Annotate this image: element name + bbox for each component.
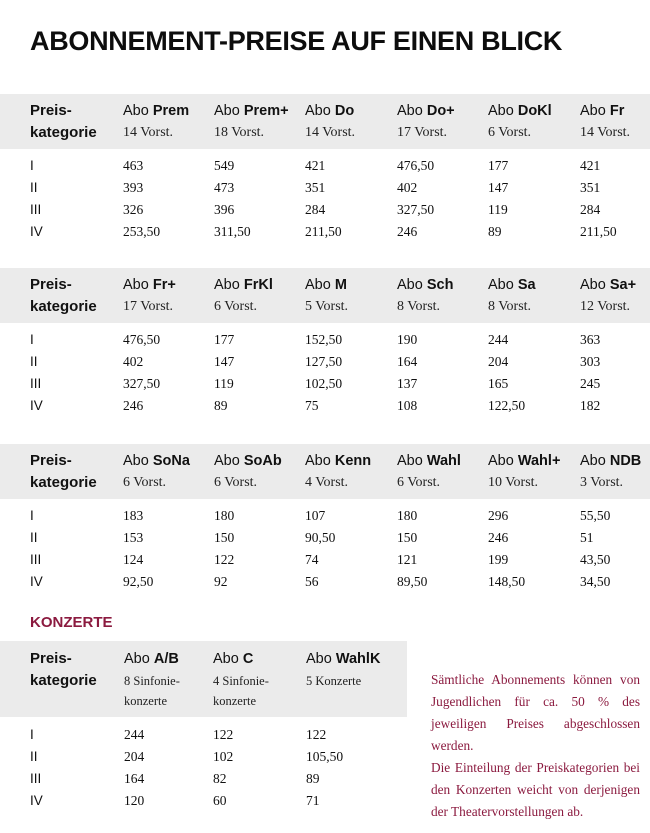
- price-cell: 122: [214, 552, 235, 567]
- price-cell: 122: [213, 727, 234, 742]
- column-header: Abo Wahl+: [488, 453, 561, 469]
- category-label: I: [30, 727, 34, 742]
- column-header: Abo WahlK: [306, 651, 381, 667]
- abo-code: Wahl+: [517, 453, 561, 469]
- column-header: Abo Do: [305, 103, 355, 119]
- price-cell: 211,50: [305, 224, 342, 239]
- category-label: II: [30, 530, 38, 545]
- price-cell: 102,50: [305, 376, 343, 391]
- abo-code: Sch: [426, 277, 454, 293]
- note-paragraph: Die Einteilung der Preiskategorien bei den Konzerten weicht von derjenigen der Theatervorstellungen ab.: [431, 760, 640, 819]
- price-cell: 164: [124, 771, 145, 786]
- price-cell: 311,50: [214, 224, 251, 239]
- column-subtitle: 4 Vorst.: [305, 475, 349, 490]
- column-header: Abo SoNa: [123, 453, 190, 469]
- price-cell: 421: [580, 158, 601, 173]
- price-cell: 351: [305, 180, 326, 195]
- abo-code: DoKl: [517, 103, 552, 119]
- category-label: I: [30, 158, 34, 173]
- category-label: IV: [30, 793, 43, 808]
- price-cell: 199: [488, 552, 509, 567]
- column-subtitle: 5 Konzerte: [306, 674, 362, 688]
- price-cell: 402: [123, 354, 144, 369]
- category-label: IV: [30, 224, 43, 239]
- column-header: Abo DoKl: [488, 103, 552, 119]
- category-label: III: [30, 376, 42, 391]
- column-header: Abo FrKl: [214, 277, 273, 293]
- price-cell: 82: [213, 771, 227, 786]
- price-cell: 363: [580, 332, 601, 347]
- column-subtitle: 14 Vorst.: [305, 125, 356, 140]
- price-cell: 51: [580, 530, 594, 545]
- column-header: Abo SoAb: [214, 453, 282, 469]
- price-cell: 75: [305, 398, 319, 413]
- price-cell: 393: [123, 180, 144, 195]
- price-cell: 284: [305, 202, 326, 217]
- price-cell: 34,50: [580, 574, 611, 589]
- abo-code: NDB: [609, 453, 642, 469]
- price-cell: 190: [397, 332, 418, 347]
- abo-code: Fr+: [152, 277, 176, 293]
- price-cell: 150: [397, 530, 418, 545]
- column-header: Abo Prem: [123, 103, 190, 119]
- category-header: Preis- kategorie: [30, 102, 97, 141]
- price-cell: 246: [123, 398, 144, 413]
- price-cell: 127,50: [305, 354, 343, 369]
- price-cell: 137: [397, 376, 418, 391]
- abo-code: Kenn: [334, 453, 372, 469]
- price-cell: 164: [397, 354, 418, 369]
- price-cell: 147: [214, 354, 235, 369]
- abo-code: Do+: [426, 103, 455, 119]
- category-label: II: [30, 749, 38, 764]
- price-cell: 107: [305, 508, 326, 523]
- price-cell: 152,50: [305, 332, 343, 347]
- abo-code: Wahl: [426, 453, 461, 469]
- column-subtitle: 12 Vorst.: [580, 299, 631, 314]
- price-cell: 402: [397, 180, 418, 195]
- category-header: Preis- kategorie: [30, 276, 97, 315]
- price-cell: 177: [488, 158, 509, 173]
- price-cell: 244: [124, 727, 145, 742]
- price-cell: 296: [488, 508, 509, 523]
- column-header: Abo Sa+: [580, 277, 637, 293]
- price-cell: 90,50: [305, 530, 336, 545]
- price-cell: 180: [214, 508, 235, 523]
- price-cell: 89,50: [397, 574, 428, 589]
- column-header: Abo Wahl: [397, 453, 461, 469]
- category-label: III: [30, 202, 42, 217]
- price-cell: 89: [306, 771, 320, 786]
- price-cell: 284: [580, 202, 601, 217]
- column-subtitle: 6 Vorst.: [123, 475, 167, 490]
- price-cell: 326: [123, 202, 144, 217]
- price-cell: 122: [306, 727, 327, 742]
- price-cell: 105,50: [306, 749, 344, 764]
- abo-code: A/B: [153, 651, 179, 667]
- column-subtitle: 8 Sinfonie- konzerte: [124, 674, 180, 708]
- abo-code: M: [334, 277, 347, 293]
- price-cell: 92,50: [123, 574, 154, 589]
- abo-code: Prem+: [243, 103, 289, 119]
- price-cell: 89: [214, 398, 228, 413]
- abo-code: C: [242, 651, 254, 667]
- price-cell: 150: [214, 530, 235, 545]
- price-cell: 211,50: [580, 224, 617, 239]
- category-label: I: [30, 508, 34, 523]
- column-subtitle: 14 Vorst.: [123, 125, 174, 140]
- concerts-heading: KONZERTE: [30, 614, 113, 631]
- column-subtitle: 5 Vorst.: [305, 299, 349, 314]
- price-cell: 102: [213, 749, 234, 764]
- price-cell: 121: [397, 552, 418, 567]
- column-subtitle: 6 Vorst.: [397, 475, 441, 490]
- price-cell: 122,50: [488, 398, 526, 413]
- price-cell: 165: [488, 376, 509, 391]
- category-label: III: [30, 552, 42, 567]
- price-cell: 92: [214, 574, 228, 589]
- price-cell: 245: [580, 376, 601, 391]
- abo-code: SoNa: [152, 453, 190, 469]
- column-header: Abo Do+: [397, 103, 455, 119]
- category-label: I: [30, 332, 34, 347]
- price-cell: 327,50: [123, 376, 161, 391]
- column-subtitle: 17 Vorst.: [123, 299, 174, 314]
- price-cell: 183: [123, 508, 144, 523]
- category-label: II: [30, 180, 38, 195]
- category-header: Preis- kategorie: [30, 452, 97, 491]
- price-cell: 421: [305, 158, 326, 173]
- abo-code: FrKl: [243, 277, 273, 293]
- price-cell: 253,50: [123, 224, 161, 239]
- column-subtitle: 14 Vorst.: [580, 125, 631, 140]
- price-cell: 43,50: [580, 552, 611, 567]
- column-subtitle: 17 Vorst.: [397, 125, 448, 140]
- price-cell: 246: [397, 224, 418, 239]
- price-cell: 303: [580, 354, 601, 369]
- column-subtitle: 6 Vorst.: [488, 125, 532, 140]
- price-cell: 246: [488, 530, 509, 545]
- column-header: Abo Sch: [397, 277, 454, 293]
- price-cell: 476,50: [123, 332, 161, 347]
- category-label: IV: [30, 574, 43, 589]
- page-title: ABONNEMENT-PREISE AUF EINEN BLICK: [30, 26, 563, 56]
- price-cell: 119: [488, 202, 508, 217]
- abo-code: WahlK: [335, 651, 381, 667]
- column-subtitle: 6 Vorst.: [214, 299, 258, 314]
- note-paragraph: Sämtliche Abonnements können von Jugendlichen für ca. 50 % des jeweiligen Preises abgeschlossen werden.: [431, 672, 640, 753]
- abo-code: Sa: [517, 277, 536, 293]
- abo-code: Prem: [152, 103, 190, 119]
- column-subtitle: 8 Vorst.: [488, 299, 532, 314]
- price-cell: 153: [123, 530, 144, 545]
- category-label: II: [30, 354, 38, 369]
- price-cell: 55,50: [580, 508, 611, 523]
- column-header: Abo M: [305, 277, 347, 293]
- price-cell: 71: [306, 793, 320, 808]
- column-header: Abo Kenn: [305, 453, 372, 469]
- price-cell: 74: [305, 552, 319, 567]
- abo-code: Do: [334, 103, 355, 119]
- price-cell: 463: [123, 158, 144, 173]
- abo-code: Fr: [609, 103, 625, 119]
- price-cell: 89: [488, 224, 502, 239]
- price-cell: 396: [214, 202, 235, 217]
- column-header: Abo Fr+: [123, 277, 176, 293]
- price-cell: 56: [305, 574, 319, 589]
- price-cell: 473: [214, 180, 235, 195]
- price-cell: 177: [214, 332, 235, 347]
- price-cell: 120: [124, 793, 145, 808]
- price-cell: 60: [213, 793, 227, 808]
- column-header: Abo Sa: [488, 277, 536, 293]
- price-cell: 351: [580, 180, 601, 195]
- price-cell: 124: [123, 552, 144, 567]
- price-cell: 327,50: [397, 202, 435, 217]
- price-cell: 180: [397, 508, 418, 523]
- column-header: Abo C: [213, 651, 254, 667]
- price-cell: 108: [397, 398, 418, 413]
- price-cell: 204: [124, 749, 145, 764]
- price-cell: 476,50: [397, 158, 435, 173]
- price-cell: 147: [488, 180, 509, 195]
- price-cell: 549: [214, 158, 235, 173]
- column-header: Abo Prem+: [214, 103, 289, 119]
- column-header: Abo NDB: [580, 453, 642, 469]
- price-cell: 244: [488, 332, 509, 347]
- note: [431, 669, 640, 823]
- column-header: Abo Fr: [580, 103, 625, 119]
- price-cell: 119: [214, 376, 234, 391]
- column-subtitle: 3 Vorst.: [580, 475, 624, 490]
- price-cell: 182: [580, 398, 601, 413]
- column-subtitle: 10 Vorst.: [488, 475, 539, 490]
- price-cell: 148,50: [488, 574, 526, 589]
- abo-code: SoAb: [243, 453, 282, 469]
- price-cell: 204: [488, 354, 509, 369]
- column-subtitle: 4 Sinfonie- konzerte: [213, 674, 269, 708]
- category-header: Preis- kategorie: [30, 650, 97, 689]
- column-subtitle: 6 Vorst.: [214, 475, 258, 490]
- column-header: Abo A/B: [124, 651, 179, 667]
- column-subtitle: 8 Vorst.: [397, 299, 441, 314]
- abo-code: Sa+: [609, 277, 637, 293]
- column-subtitle: 18 Vorst.: [214, 125, 265, 140]
- category-label: III: [30, 771, 42, 786]
- category-label: IV: [30, 398, 43, 413]
